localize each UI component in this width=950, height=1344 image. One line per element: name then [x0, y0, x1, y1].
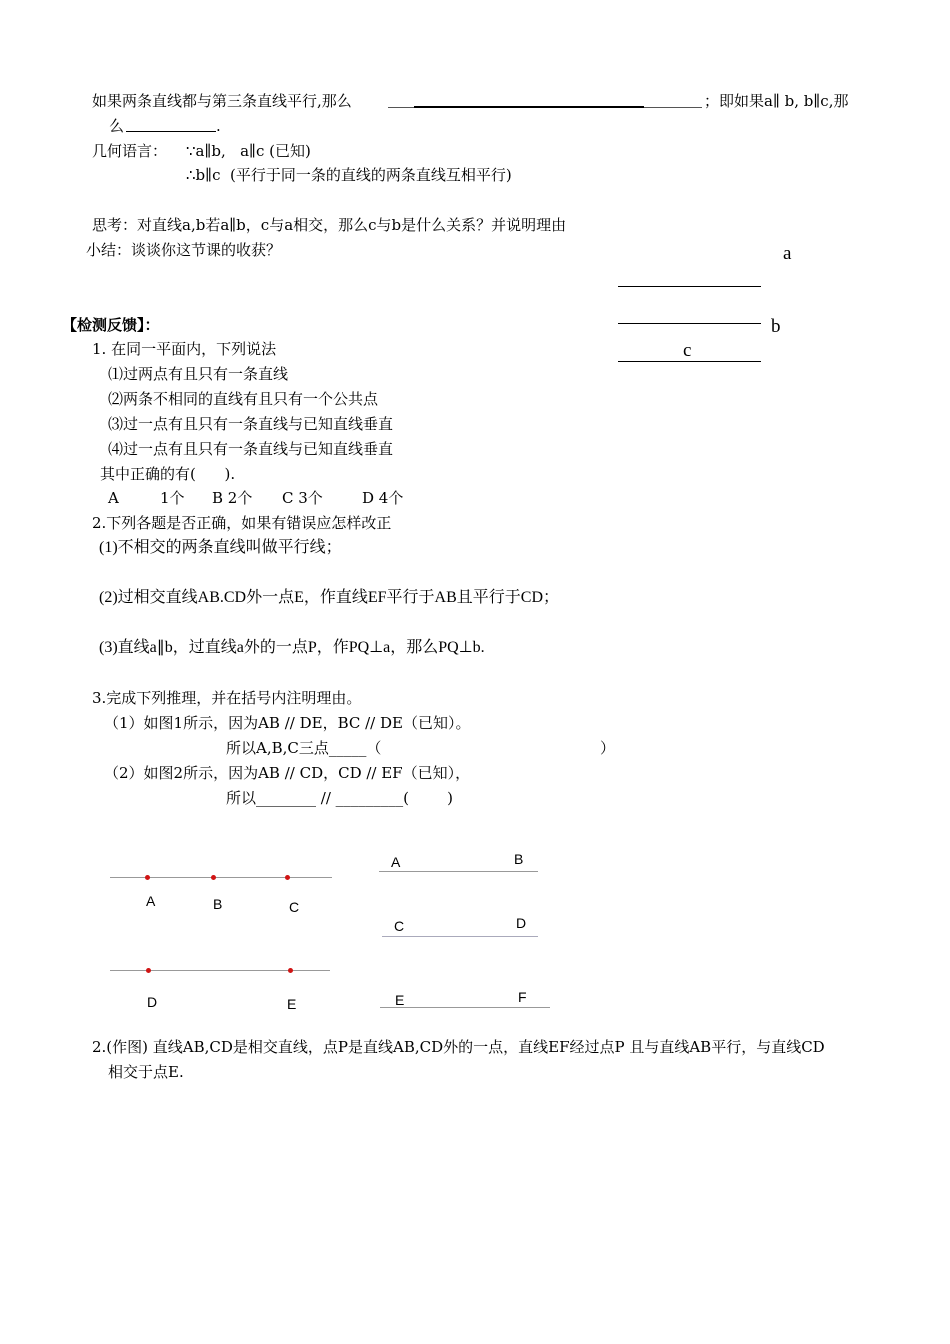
fig1-point-e	[288, 968, 293, 973]
feedback-heading: 【检测反馈】：	[62, 316, 160, 334]
q1-option-b: B 2个	[212, 489, 253, 507]
fig1-label-e: E	[287, 996, 297, 1012]
geo-conclusion: ∴b∥c (平行于同一条的直线的两条直线互相平行)	[186, 166, 512, 184]
q1-item-2: ⑵两条不相同的直线有且只有一个公共点	[108, 390, 379, 408]
q2-stem: 2.下列各题是否正确，如果有错误应怎样改正	[92, 514, 392, 532]
fig2-line-ef	[380, 1007, 550, 1008]
fig2-label-f: F	[518, 989, 527, 1005]
fig1-label-a: A	[146, 893, 156, 909]
line-label-b: b	[771, 316, 781, 337]
geo-label: 几何语言：	[92, 142, 168, 160]
fig1-point-b	[211, 875, 216, 880]
q3-part2: （2）如图2所示，因为AB // CD，CD // EF（已知），	[104, 764, 471, 782]
fig1-label-d: D	[147, 994, 158, 1010]
line-label-a: a	[783, 243, 792, 264]
q1-option-c: C 3个	[282, 489, 323, 507]
q1-ask: 其中正确的有( ).	[100, 465, 236, 483]
line-b	[618, 323, 761, 324]
fig1-line-de	[110, 970, 330, 971]
fig1-point-d	[146, 968, 151, 973]
q4-line1: 2.(作图) 直线AB,CD是相交直线，点P是直线AB,CD外的一点，直线EF经过点P 且与直线AB平行，与直线CD	[92, 1038, 825, 1056]
intro-line1-start: 如果两条直线都与第三条直线平行,那么	[92, 92, 352, 110]
q1-item-1: ⑴过两点有且只有一条直线	[108, 365, 289, 383]
fig2-label-a: A	[391, 854, 401, 870]
q3-part1-answer: 所以A,B,C三点_____（	[226, 739, 382, 757]
intro-line2: 么	[109, 117, 125, 135]
fig1-point-c	[285, 875, 290, 880]
line-a	[618, 286, 761, 287]
intro-line1-end: ；即如果a∥ b, b∥c,那	[704, 92, 849, 110]
fig2-label-c: C	[394, 918, 405, 934]
q3-part2-answer: 所以________ // _________( )	[226, 789, 453, 807]
fig2-line-cd	[382, 936, 538, 937]
fig2-label-b: B	[514, 851, 524, 867]
fig1-line-abc	[110, 877, 332, 878]
q1-item-3: ⑶过一点有且只有一条直线与已知直线垂直	[108, 415, 394, 433]
q1-option-a-value: 1个	[160, 489, 185, 507]
q3-stem: 3.完成下列推理，并在括号内注明理由。	[92, 689, 362, 707]
line-c	[618, 361, 761, 362]
q2-item-2: (2)过相交直线AB.CD外一点E，作直线EF平行于AB且平行于CD；	[99, 589, 560, 606]
q3-part1: （1）如图1所示，因为AB // DE，BC // DE（已知）。	[104, 714, 471, 732]
fig2-label-d: D	[516, 915, 527, 931]
intro-line2-end: .	[216, 117, 221, 135]
q1-stem: 1. 在同一平面内，下列说法	[92, 340, 277, 358]
summary: 小结：谈谈你这节课的收获？	[86, 241, 282, 259]
q2-item-3: (3)直线a∥b，过直线a外的一点P，作PQ⊥a，那么PQ⊥b.	[99, 639, 485, 656]
blank-line2	[126, 131, 216, 132]
q1-item-4: ⑷过一点有且只有一条直线与已知直线垂直	[108, 440, 394, 458]
fig2-label-e: E	[395, 992, 405, 1008]
q3-part1-answer-end: ）	[600, 739, 616, 757]
q4-line2: 相交于点E.	[108, 1063, 184, 1081]
fig1-point-a	[145, 875, 150, 880]
q1-option-d: D 4个	[362, 489, 404, 507]
fig2-line-ab	[379, 871, 538, 872]
fig1-label-b: B	[213, 896, 223, 912]
line-label-c: c	[683, 340, 692, 361]
fig1-label-c: C	[289, 899, 300, 915]
q1-option-a: A	[108, 489, 119, 507]
think-question: 思考：对直线a,b若a∥b，c与a相交，那么c与b是什么关系？并说明理由	[92, 216, 567, 234]
geo-given: ∵a∥b, a∥c (已知)	[186, 142, 311, 160]
q2-item-1: (1)不相交的两条直线叫做平行线；	[99, 539, 342, 556]
blank-line1-bold	[414, 106, 644, 108]
